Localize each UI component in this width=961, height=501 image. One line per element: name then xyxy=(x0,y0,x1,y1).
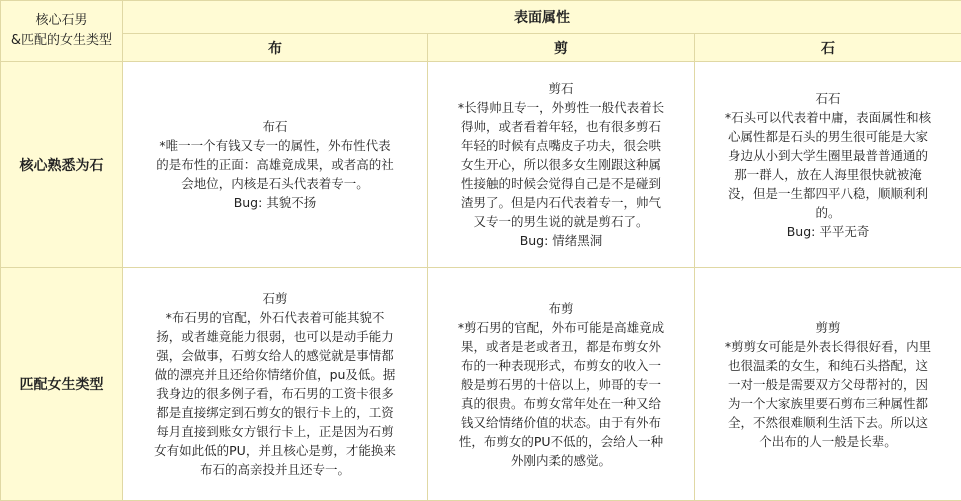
header-title: 表面属性 xyxy=(123,1,961,34)
cell-shi-jian xyxy=(123,268,428,501)
cell-title: 剪石 xyxy=(432,79,690,98)
cell-text-line: 全，不然很难顺利生活下去。所以这 xyxy=(699,413,957,432)
column-header-jian: 剪 xyxy=(428,34,695,62)
cell-text-line: 都是直接绑定到石剪女的银行卡上的，工资 xyxy=(127,403,423,422)
cell-text-line: 没，但是一生都四平八稳，顺顺利利 xyxy=(699,184,957,203)
cell-title: 石石 xyxy=(699,89,957,108)
cell-text-line: *布石男的官配，外石代表着可能其貌不 xyxy=(127,308,423,327)
column-header-bu: 布 xyxy=(123,34,428,62)
cell-shi-shi xyxy=(695,62,961,268)
cell-text-line: 布石的高亲投并且还专一。 xyxy=(127,460,423,479)
cell-text-line: 得帅，或者看着年轻，也有很多剪石 xyxy=(432,117,690,136)
cell-text-line: Bug: 平平无奇 xyxy=(699,222,957,241)
cell-text-line: 钱又给情绪价值的状态。由于有外布 xyxy=(432,413,690,432)
cell-text-line: 又专一的男生说的就是剪石了。 xyxy=(432,212,690,231)
cell-bu-jian xyxy=(428,268,695,501)
corner-line-1: 核心石男 xyxy=(5,11,118,31)
cell-bu-shi xyxy=(123,62,428,268)
cell-text-line: 性接触的时候会觉得自己是不是碰到 xyxy=(432,174,690,193)
cell-text-line: *长得帅且专一，外剪性一般代表着长 xyxy=(432,98,690,117)
cell-text-line: 扬，或者雄竟能力很弱，也可以是动手能力 xyxy=(127,327,423,346)
corner-line-2: &匹配的女生类型 xyxy=(5,31,118,51)
cell-text-line: 一对一般是需要双方父母帮衬的，因 xyxy=(699,375,957,394)
cell-text-line: 布的一种表现形式，布剪女的收入一 xyxy=(432,356,690,375)
row-label-core: 核心熟悉为石 xyxy=(1,62,123,268)
cell-text-line: 渣男了。但是内石代表着专一，帅气 xyxy=(432,193,690,212)
cell-text-line: 真的很贵。布剪女常年处在一种又给 xyxy=(432,394,690,413)
cell-text-line: 每月直接到账女方银行卡上，正是因为石剪 xyxy=(127,422,423,441)
table-row xyxy=(1,62,961,268)
cell-text-line: 个出布的人一般是长辈。 xyxy=(699,432,957,451)
table-row xyxy=(1,268,961,501)
column-header-shi: 石 xyxy=(695,34,961,62)
cell-text-line: 的。 xyxy=(699,203,957,222)
cell-text-line: 女生开心，所以很多女生刚跟这种属 xyxy=(432,155,690,174)
cell-text-line: 年轻的时候有点嘴皮子功夫，很会哄 xyxy=(432,136,690,155)
cell-text-line: 强，会做事，石剪女给人的感觉就是事情都 xyxy=(127,346,423,365)
cell-title: 布剪 xyxy=(432,299,690,318)
cell-text-line: 做的漂亮并且还给你情绪价值，pu及低。据 xyxy=(127,365,423,384)
cell-text-line: 心属性都是石头的男生很可能是大家 xyxy=(699,127,957,146)
cell-text-line: 那一群人，放在人海里很快就被淹 xyxy=(699,165,957,184)
cell-text-line: 果，或者是老或者丑，都是布剪女外 xyxy=(432,337,690,356)
cell-text-line: 我身边的很多例子看，布石男的工资卡很多 xyxy=(127,384,423,403)
cell-text-line: 的是布性的正面：高雄竟成果，或者高的社 xyxy=(127,155,423,174)
cell-text-line: *唯一一个有钱又专一的属性，外布性代表 xyxy=(127,136,423,155)
cell-text-line: Bug: 情绪黑洞 xyxy=(432,231,690,250)
cell-text-line: 女有如此低的PU，并且核心是剪，才能换来 xyxy=(127,441,423,460)
row-label-match: 匹配女生类型 xyxy=(1,268,123,501)
cell-jian-jian xyxy=(695,268,961,501)
cell-text-line: 般是剪石男的十倍以上，帅哥的专一 xyxy=(432,375,690,394)
cell-text-line: 也很温柔的女生，和纯石头搭配，这 xyxy=(699,356,957,375)
cell-text-line: *石头可以代表着中庸，表面属性和核 xyxy=(699,108,957,127)
cell-title: 石剪 xyxy=(127,289,423,308)
corner-cell xyxy=(1,1,123,62)
cell-text-line: 身边从小到大学生圈里最普普通通的 xyxy=(699,146,957,165)
cell-text-line: 会地位，内核是石头代表着专一。 xyxy=(127,174,423,193)
cell-title: 布石 xyxy=(127,117,423,136)
cell-text-line: 性，布剪女的PU不低的，会给人一种 xyxy=(432,432,690,451)
cell-text-line: Bug: 其貌不扬 xyxy=(127,193,423,212)
cell-title: 剪剪 xyxy=(699,318,957,337)
cell-text-line: 外刚内柔的感觉。 xyxy=(432,451,690,470)
cell-text-line: *剪剪女可能是外表长得很好看，内里 xyxy=(699,337,957,356)
cell-text-line: *剪石男的官配，外布可能是高雄竟成 xyxy=(432,318,690,337)
cell-jian-shi xyxy=(428,62,695,268)
cell-text-line: 为一个大家族里要石剪布三种属性都 xyxy=(699,394,957,413)
